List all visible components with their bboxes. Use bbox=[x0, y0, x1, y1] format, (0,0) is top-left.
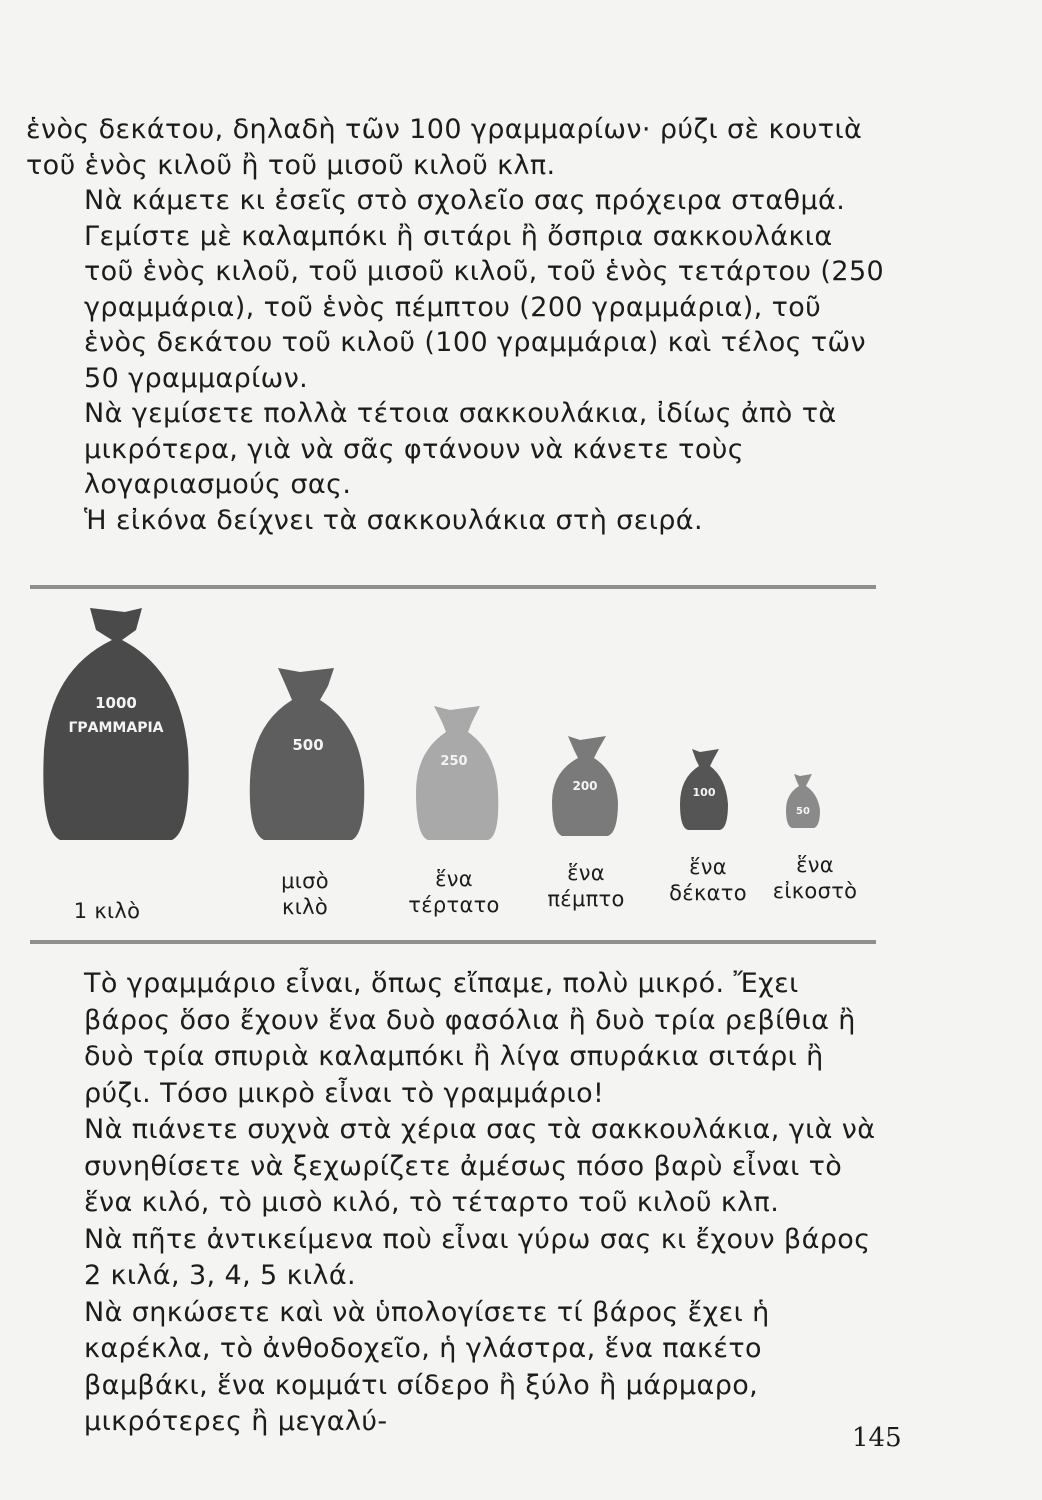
caption-half-kilo bbox=[250, 868, 360, 920]
sack-label-line1: 1000 bbox=[95, 694, 137, 712]
top-text-block bbox=[26, 112, 886, 538]
caption-line1: ἕνα bbox=[689, 855, 727, 879]
paragraph-1-line-1: ἑνὸς δεκάτου, δηλαδὴ τῶν 100 γραμμαρίων· ρύζι σὲ κουτιὰ bbox=[26, 114, 863, 145]
sack-50-icon bbox=[786, 774, 820, 828]
caption-1-kilo bbox=[52, 898, 162, 924]
sacks-illustration bbox=[30, 600, 876, 850]
figure-top-rule bbox=[30, 585, 876, 589]
paragraph-1-line-2: τοῦ ἑνὸς κιλοῦ ἢ τοῦ μισοῦ κιλοῦ κλπ. bbox=[26, 149, 556, 181]
weights-figure bbox=[30, 600, 876, 930]
paragraph-2: Νὰ κάμετε κι ἐσεῖς στὸ σχολεῖο σας πρόχειρα σταθμά. Γεμίστε μὲ καλαμπόκι ἢ σιτάρι ἢ ὄσπρια σακκουλάκια τοῦ ἑνὸς κιλοῦ, τοῦ μισοῦ κιλοῦ, τοῦ ἑνὸς τετάρτου (250 γραμμάρια), τοῦ ἑνὸς πέμπτου (200 γραμμάρια), τοῦ ἑνὸς δεκάτου τοῦ κιλοῦ (100 γραμμάρια) καὶ τέλος τῶν 50 γραμμαρίων. bbox=[84, 185, 885, 394]
caption-line2: κιλὸ bbox=[282, 895, 328, 919]
sack-label-line2: ΓΡΑΜΜΑΡΙΑ bbox=[68, 720, 164, 736]
sack-label-line1: 250 bbox=[440, 754, 468, 769]
sack-body bbox=[786, 774, 820, 828]
sack-label-line1: 50 bbox=[796, 806, 810, 817]
paragraph-4: Ἡ εἰκόνα δείχνει τὰ σακκουλάκια στὴ σειρά. bbox=[84, 504, 703, 536]
sack-1000-icon bbox=[43, 608, 188, 840]
caption-line1: ἕνα bbox=[796, 853, 834, 877]
sack-label-line1: 200 bbox=[572, 779, 598, 793]
caption-line1: 1 κιλὸ bbox=[73, 899, 141, 923]
sack-label-line1: 100 bbox=[692, 786, 716, 799]
caption-line2: δέκατο bbox=[669, 881, 747, 905]
sack-label-line1: 500 bbox=[292, 736, 324, 754]
caption-tenth bbox=[650, 854, 766, 906]
paragraph-6: Νὰ πιάνετε συχνὰ στὰ χέρια σας τὰ σακκουλάκια, γιὰ νὰ συνηθίσετε νὰ ξεχωρίζετε ἀμέσως πόσο βαρὺ εἶναι τὸ ἕνα κιλό, τὸ μισὸ κιλό, τὸ τέταρτο τοῦ κιλοῦ κλπ. bbox=[84, 1114, 876, 1218]
caption-line1: ἕνα bbox=[567, 861, 605, 885]
page-number: 145 bbox=[852, 1423, 902, 1453]
paragraph-7: Νὰ πῆτε ἀντικείμενα ποὺ εἶναι γύρω σας κι ἔχουν βάρος 2 κιλά, 3, 4, 5 κιλά. bbox=[84, 1223, 871, 1291]
figure-bottom-rule bbox=[30, 940, 876, 944]
sack-100-icon bbox=[680, 749, 728, 830]
caption-line2: πέμπτο bbox=[547, 887, 625, 911]
paragraph-8: Νὰ σηκώσετε καὶ νὰ ὑπολογίσετε τί βάρος ἔχει ἡ καρέκλα, τὸ ἀνθοδοχεῖο, ἡ γλάστρα, ἕνα πακέτο βαμβάκι, ἕνα κομμάτι σίδερο ἢ ξύλο ἢ μάρμαρο, μικρότερες ἢ μεγαλύ- bbox=[84, 1296, 770, 1437]
caption-line1: ἕνα bbox=[435, 867, 473, 891]
sack-250-icon bbox=[416, 706, 498, 840]
paragraph-3: Νὰ γεμίσετε πολλὰ τέτοια σακκουλάκια, ἰδίως ἀπὸ τὰ μικρότερα, γιὰ νὰ σᾶς φτάνουν νὰ κάνετε τοὺς λογαριασμούς σας. bbox=[84, 398, 837, 500]
bottom-text-block bbox=[26, 966, 886, 1441]
caption-fifth bbox=[528, 860, 644, 912]
caption-line1: μισὸ bbox=[281, 869, 329, 893]
caption-quarter bbox=[394, 866, 514, 918]
sack-200-icon bbox=[552, 736, 618, 836]
caption-twentieth bbox=[754, 852, 876, 904]
sack-500-icon bbox=[250, 668, 364, 840]
caption-line2: εἰκοστὸ bbox=[772, 879, 858, 903]
caption-line2: τέρτατο bbox=[408, 893, 500, 917]
sack-body bbox=[250, 668, 364, 840]
paragraph-5: Τὸ γραμμάριο εἶναι, ὅπως εἴπαμε, πολὺ μικρό. Ἔχει βάρος ὅσο ἔχουν ἕνα δυὸ φασόλια ἢ δυὸ τρία ρεβίθια ἢ δυὸ τρία σπυριὰ καλαμπόκι ἢ λίγα σπυράκια σιτάρι ἢ ρύζι. Τόσο μικρὸ εἶναι τὸ γραμμάριο! bbox=[84, 968, 856, 1109]
sack-body bbox=[416, 706, 498, 840]
